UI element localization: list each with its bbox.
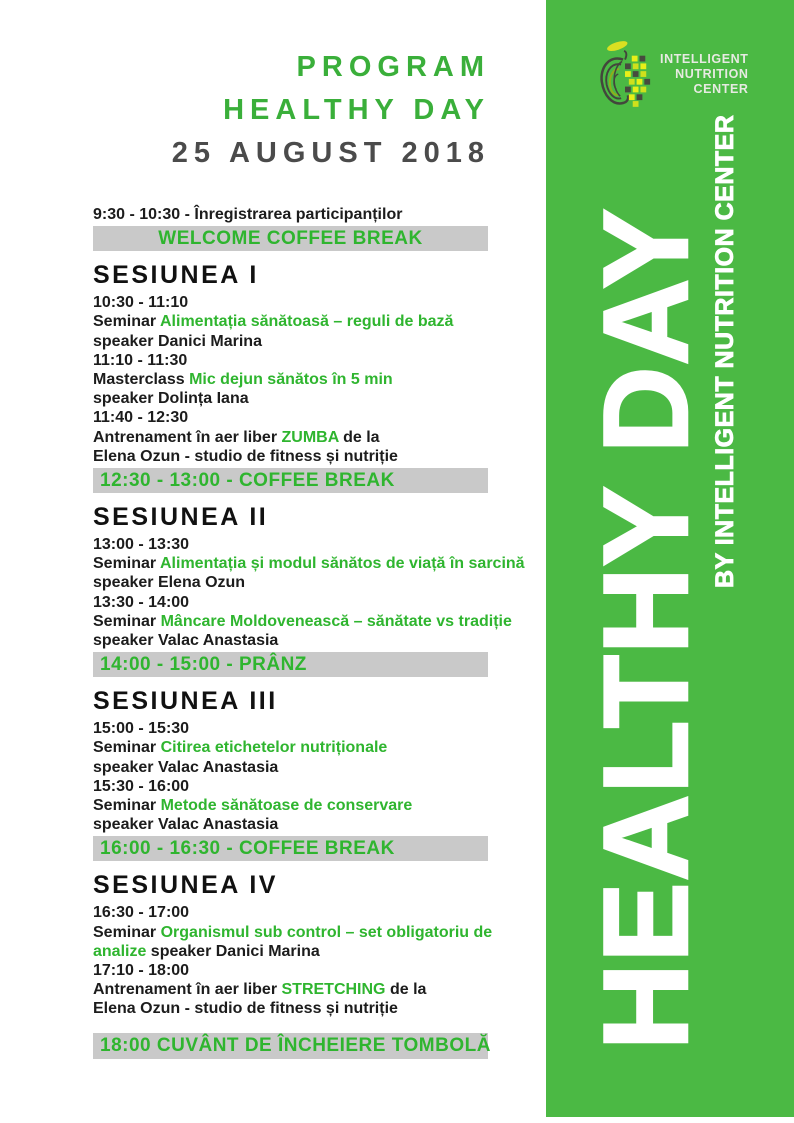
schedule-line (93, 351, 545, 370)
highlight-text: STRETCHING (281, 981, 386, 999)
schedule-line (93, 389, 545, 408)
plain-text: speaker Valac Anastasia (93, 632, 279, 650)
vertical-subtitle: BY INTELLIGENT NUTRITION CENTER (711, 114, 739, 588)
schedule-line (93, 758, 545, 777)
schedule-column (93, 205, 545, 1059)
schedule-line (93, 593, 545, 612)
break-bar: 16:00 - 16:30 - COFFEE BREAK (93, 836, 488, 861)
plain-text: 13:30 - 14:00 (93, 593, 190, 611)
program-title-line1: PROGRAM (296, 51, 490, 83)
schedule-line (93, 447, 545, 466)
schedule-line (93, 777, 545, 796)
highlight-text: Organismul sub control – set obligatoriu de analize (93, 923, 493, 960)
schedule-line (93, 312, 545, 331)
schedule-line (93, 815, 545, 834)
plain-text: 11:10 - 11:30 (93, 351, 188, 369)
schedule-line (93, 738, 545, 757)
session-heading: SESIUNEA III (93, 687, 278, 716)
plain-text: 17:10 - 18:00 (93, 962, 190, 980)
plain-text: de la (338, 428, 380, 446)
break-bar: 14:00 - 15:00 - PRÂNZ (93, 652, 488, 677)
schedule-line (93, 535, 545, 554)
schedule-line (93, 999, 545, 1018)
break-bar: 12:30 - 13:00 - COFFEE BREAK (93, 468, 488, 493)
plain-text: 11:40 - 12:30 (93, 409, 189, 427)
schedule-line (93, 554, 545, 592)
highlight-text: Alimentația și modul sănătos de viață în sarcină (160, 555, 525, 573)
schedule-line (93, 980, 545, 999)
title-block (172, 46, 490, 175)
schedule-line (93, 205, 545, 224)
plain-text: speaker Valac Anastasia (93, 816, 279, 834)
schedule-line (93, 719, 545, 738)
plain-text: Masterclass (93, 371, 190, 389)
plain-text: Antrenament în aer liber (93, 428, 282, 446)
schedule-line (93, 923, 545, 961)
apple-logo-icon (597, 38, 653, 112)
plain-text: Antrenament în aer liber (93, 981, 282, 999)
plain-text: 16:30 - 17:00 (93, 904, 190, 922)
plain-text: speaker Danici Marina (93, 332, 262, 350)
break-bar: 18:00 CUVÂNT DE ÎNCHEIERE TOMBOLĂ (93, 1033, 488, 1059)
plain-text: speaker Valac Anastasia (93, 758, 279, 776)
schedule-line (93, 428, 545, 447)
plain-text: 10:30 - 11:10 (93, 294, 189, 312)
highlight-text: Metode sănătoase de conservare (160, 797, 413, 815)
schedule-line (93, 332, 545, 351)
session-heading: SESIUNEA I (93, 261, 259, 290)
schedule-line (93, 408, 545, 427)
highlight-text: ZUMBA (281, 428, 339, 446)
program-date: 25 AUGUST 2018 (171, 137, 490, 169)
plain-text: 13:00 - 13:30 (93, 536, 190, 554)
plain-text: Seminar (93, 797, 161, 815)
plain-text: Seminar (93, 555, 160, 573)
session-heading: SESIUNEA II (93, 503, 269, 532)
logo-text (660, 52, 749, 112)
highlight-text: Mic dejun sănătos în 5 min (189, 371, 393, 389)
session-heading: SESIUNEA IV (93, 871, 278, 900)
logo-text-line3: CENTER (693, 82, 749, 96)
schedule-line (93, 370, 545, 389)
plain-text: Seminar (93, 612, 161, 630)
plain-text: speaker Dolința Iana (93, 390, 249, 408)
plain-text: Seminar (93, 923, 161, 941)
plain-text: Elena Ozun - studio de fitness și nutriție (93, 447, 398, 465)
plain-text: Seminar (93, 313, 160, 331)
plain-text: speaker Danici Marina (146, 942, 320, 960)
logo (597, 38, 749, 112)
plain-text: Elena Ozun - studio de fitness și nutriție (93, 1000, 398, 1018)
highlight-text: Mâncare Moldovenească – sănătate vs tradiție (160, 612, 512, 630)
highlight-text: Citirea etichetelor nutriționale (160, 739, 388, 757)
plain-text: Seminar (93, 739, 161, 757)
schedule-line (93, 293, 545, 312)
schedule-line (93, 903, 545, 922)
plain-text: 15:00 - 15:30 (93, 720, 190, 738)
vertical-title: HEALTHY DAY (579, 207, 713, 1050)
logo-text-line2: NUTRITION (675, 67, 749, 81)
plain-text: 15:30 - 16:00 (93, 777, 190, 795)
break-bar: WELCOME COFFEE BREAK (93, 226, 488, 251)
schedule-line (93, 796, 545, 815)
plain-text: speaker Elena Ozun (93, 574, 246, 592)
schedule-line (93, 961, 545, 980)
green-panel (546, 0, 794, 1117)
highlight-text: Alimentația sănătoasă – reguli de bază (160, 313, 454, 331)
plain-text: 9:30 - 10:30 - Înregistrarea participanților (93, 206, 403, 223)
plain-text: de la (385, 981, 427, 999)
program-title-line2: HEALTHY DAY (223, 94, 490, 126)
logo-text-line1: INTELLIGENT (660, 52, 749, 66)
schedule-line (93, 612, 545, 650)
